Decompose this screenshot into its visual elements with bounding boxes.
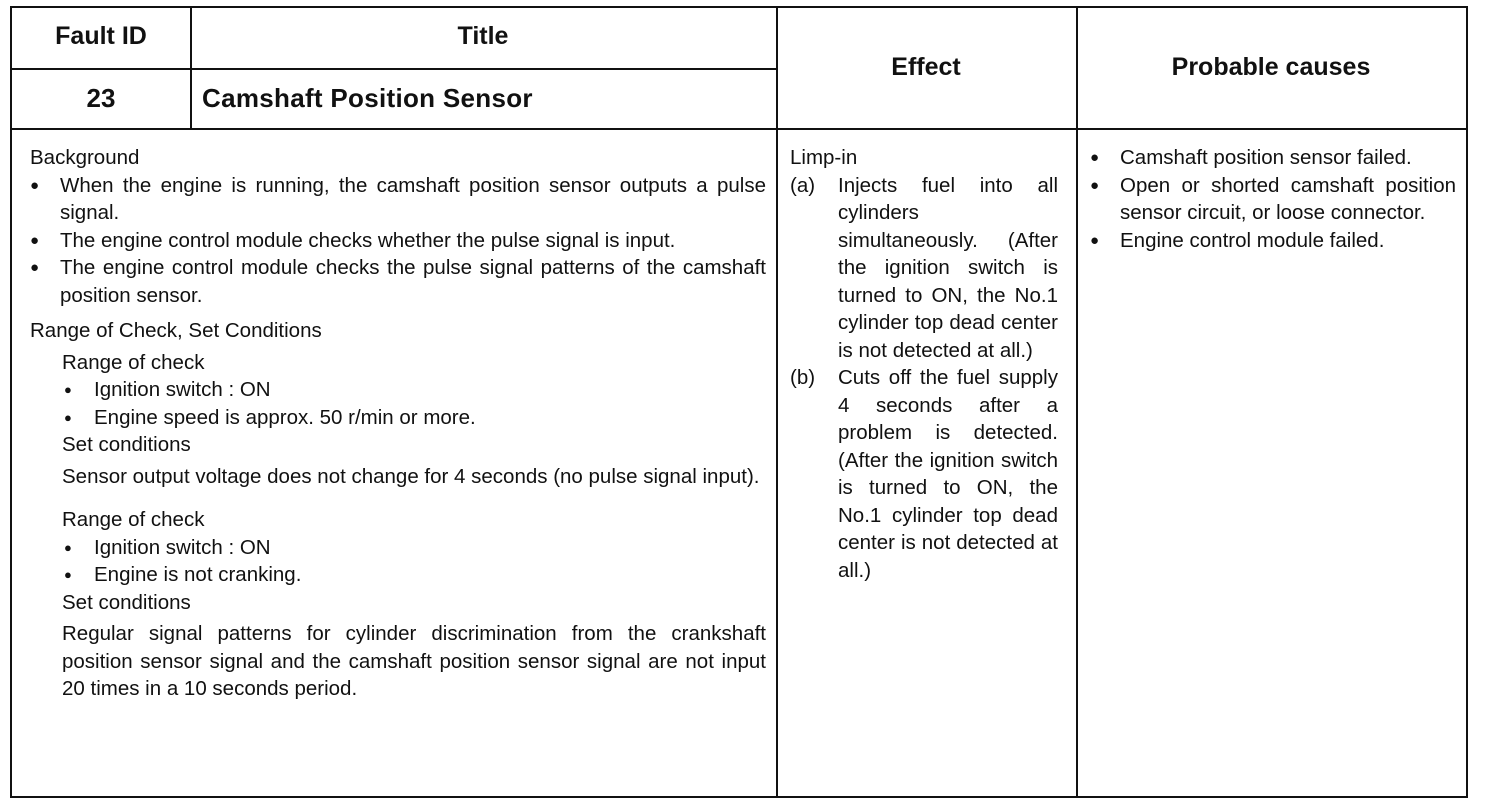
set-conditions-text: Regular signal patterns for cylinder discrimination from the crankshaft position sensor signal and the camshaft position sensor signal are not input 20 times in a 10 seconds period. — [62, 622, 766, 700]
divider — [776, 8, 778, 796]
background-bullet: ● The engine control module checks whether the pulse signal is input. — [30, 227, 766, 255]
range-item: ● Engine is not cranking. — [62, 561, 766, 589]
causes-header: Probable causes — [1171, 53, 1371, 81]
causes-section — [1090, 144, 1456, 254]
cause-item: ● Engine control module failed. — [1090, 227, 1456, 255]
background-section — [30, 144, 766, 703]
fault-id-header: Fault ID — [55, 22, 147, 50]
divider — [12, 128, 1466, 130]
range-item: ● Ignition switch : ON — [62, 534, 766, 562]
background-bullet: ● The engine control module checks the pulse signal patterns of the camshaft position sensor. — [30, 254, 766, 309]
effect-item — [790, 172, 1058, 365]
cause-item: ● Camshaft position sensor failed. — [1090, 144, 1456, 172]
fault-table — [10, 6, 1468, 798]
cause-item: ● Open or shorted camshaft position sensor circuit, or loose connector. — [1090, 172, 1456, 227]
background-heading: Background — [30, 146, 140, 169]
range-item: ● Engine speed is approx. 50 r/min or more. — [62, 404, 766, 432]
divider — [1076, 8, 1078, 796]
fault-id-value: 23 — [86, 83, 116, 113]
range-label: Range of check — [62, 508, 205, 531]
range-block — [30, 349, 766, 703]
set-conditions-text: Sensor output voltage does not change for 4 seconds (no pulse signal input). — [62, 464, 760, 488]
title-value: Camshaft Position Sensor — [202, 83, 533, 113]
effect-item — [790, 364, 1058, 584]
effect-heading: Limp-in — [790, 146, 858, 169]
set-conditions-label: Set conditions — [62, 590, 191, 614]
effect-item-letter: (b) — [790, 366, 816, 389]
range-heading: Range of Check, Set Conditions — [30, 319, 322, 342]
background-bullet: ● When the engine is running, the camshaft position sensor outputs a pulse signal. — [30, 172, 766, 227]
effect-header: Effect — [891, 53, 961, 81]
effect-item-letter: (a) — [790, 173, 816, 197]
effect-item-text: Injects fuel into all cylinders simultaneously. (After the ignition switch is turned to ON, the No.1 cylinder top dead center is not detected at all.) — [838, 173, 1058, 362]
effect-section — [790, 144, 1058, 584]
range-item: ● Ignition switch : ON — [62, 376, 766, 404]
title-header: Title — [457, 22, 509, 50]
effect-item-text: Cuts off the fuel supply 4 seconds after a problem is detected. (After the ignition switch is turned to ON, the No.1 cylinder top dead center is not detected at all.) — [838, 366, 1058, 582]
divider — [12, 68, 776, 70]
set-conditions-label: Set conditions — [62, 433, 191, 456]
range-label: Range of check — [62, 350, 205, 374]
